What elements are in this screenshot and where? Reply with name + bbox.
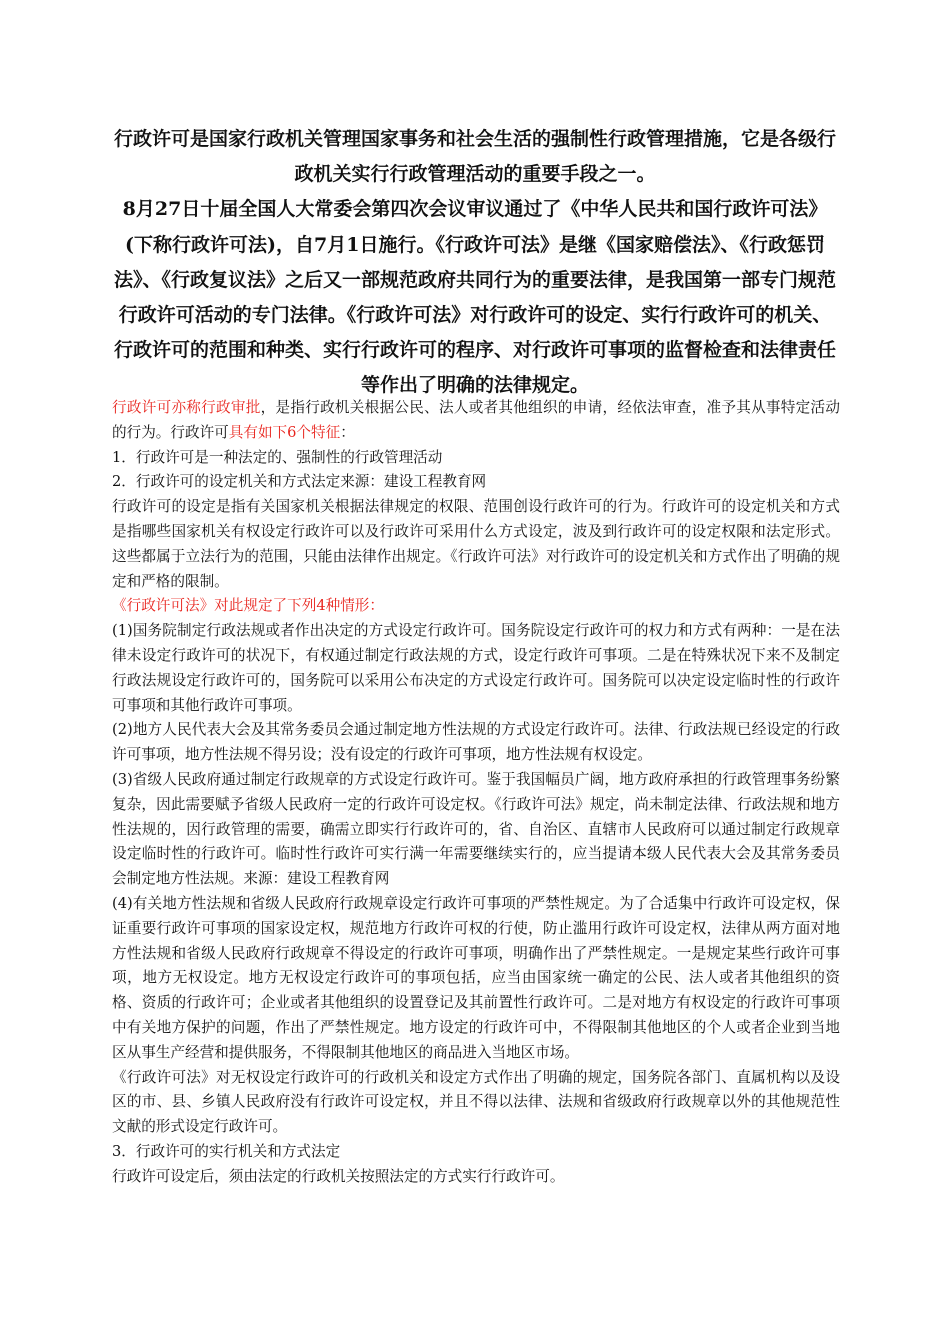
features-highlight: 具有如下6个特征 <box>228 423 341 441</box>
intro-paragraph-2: 8月27日十届全国人大常委会第四次会议审议通过了《中华人民共和国行政许可法》(下称行政许可法)，自7月1日施行。《行政许可法》是继《国家赔偿法》、《行政惩罚法》、《行政复议法》之后又一部规范政府共同行为的重要法律，是我国第一部专门规范行政许可活动的专门法律。《行政许可法》对行政许可的设定、实行行政许可的机关、行政许可的范围和种类、实行行政许可的程序、对行政许可事项的监督检查和法律责任等作出了明确的法律规定。 <box>113 198 836 397</box>
definition-text: ，是指行政机关根据公民、法人或者其他组织的申请，经依法审查，准予其从事特定活动的行为。行政许可 <box>112 399 840 441</box>
case-3: (3)省级人民政府通过制定行政规章的方式设定行政许可。鉴于我国幅员广阔，地方政府承担的行政管理事务纷繁复杂，因此需要赋予省级人民政府一定的行政许可设定权。《行政许可法》规定，尚未制定法律、行政法规和地方性法规的，因行政管理的需要，确需立即实行行政许可的，省、自治区、直辖市人民政府可以通过制定行政规章设定临时性的行政许可。临时性行政许可实行满一年需要继续实行的，应当提请本级人民代表大会及其常务委员会制定地方性法规。来源：建设工程教育网 <box>112 770 840 888</box>
feature-item-3: 3．行政许可的实行机关和方式法定 <box>112 1142 341 1160</box>
body-section <box>112 396 840 1190</box>
intro-paragraph-1: 行政许可是国家行政机关管理国家事务和社会生活的强制性行政管理措施，它是各级行政机关实行行政管理活动的重要手段之一。 <box>113 128 836 186</box>
intro-section <box>112 122 838 404</box>
case-2: (2)地方人民代表大会及其常务委员会通过制定地方性法规的方式设定行政许可。法律、行政法规已经设定的行政许可事项，地方性法规不得另设；没有设定的行政许可事项，地方性法规有权设定。 <box>112 721 840 764</box>
feature-item-1: 1．行政许可是一种法定的、强制性的行政管理活动 <box>112 448 443 466</box>
definition-paragraph <box>112 396 840 446</box>
case-1: (1)国务院制定行政法规或者作出决定的方式设定行政许可。国务院设定行政许可的权力和方式有两种：一是在法律未设定行政许可的状况下，有权通过制定行政法规的方式，设定行政许可事项。二是在特殊状况下来不及制定行政法规设定行政许可的，国务院可以采用公布决定的方式设定行政许可。国务院可以决定设定临时性的行政许可事项和其他行政许可事项。 <box>112 622 840 714</box>
cases-heading: 《行政许可法》对此规定了下列4种情形： <box>112 597 384 615</box>
case-4: (4)有关地方性法规和省级人民政府行政规章设定行政许可事项的严禁性规定。为了合适集中行政许可设定权，保证重要行政许可事项的国家设定权，规范地方行政许可权的行使，防止滥用行政许可设定权，法律从两方面对地方性法规和省级人民政府行政规章不得设定的行政许可事项，明确作出了严禁性规定。一是规定某些行政许可事项，地方无权设定。地方无权设定行政许可的事项包括，应当由国家统一确定的公民、法人或者其他组织的资格、资质的行政许可；企业或者其他组织的设置登记及其前置性行政许可。二是对地方有权设定的行政许可事项中有关地方保护的问题，作出了严禁性规定。地方设定的行政许可中，不得限制其他地区的个人或者企业到当地区从事生产经营和提供服务，不得限制其他地区的商品进入当地区市场。 <box>112 894 840 1061</box>
definition-term: 行政许可亦称行政审批 <box>112 399 261 416</box>
feature-item-2: 2．行政许可的设定机关和方式法定来源：建设工程教育网 <box>112 473 487 491</box>
definition-end: ： <box>340 423 355 441</box>
no-right-paragraph: 《行政许可法》对无权设定行政许可的行政机关和设定方式作出了明确的规定，国务院各部门、直属机构以及设区的市、县、乡镇人民政府没有行政许可设定权，并且不得以法律、法规和省级政府行政规章以外的其他规范性文献的形式设定行政许可。 <box>112 1068 840 1136</box>
setting-paragraph: 行政许可的设定是指有关国家机关根据法律规定的权限、范围创设行政许可的行为。行政许可的设定机关和方式是指哪些国家机关有权设定行政许可以及行政许可采用什么方式设定，波及到行政许可的设定权限和法定形式。这些都属于立法行为的范围，只能由法律作出规定。《行政许可法》对行政许可的设定机关和方式作出了明确的规定和严格的限制。 <box>112 498 840 590</box>
last-paragraph: 行政许可设定后，须由法定的行政机关按照法定的方式实行行政许可。 <box>112 1167 565 1185</box>
